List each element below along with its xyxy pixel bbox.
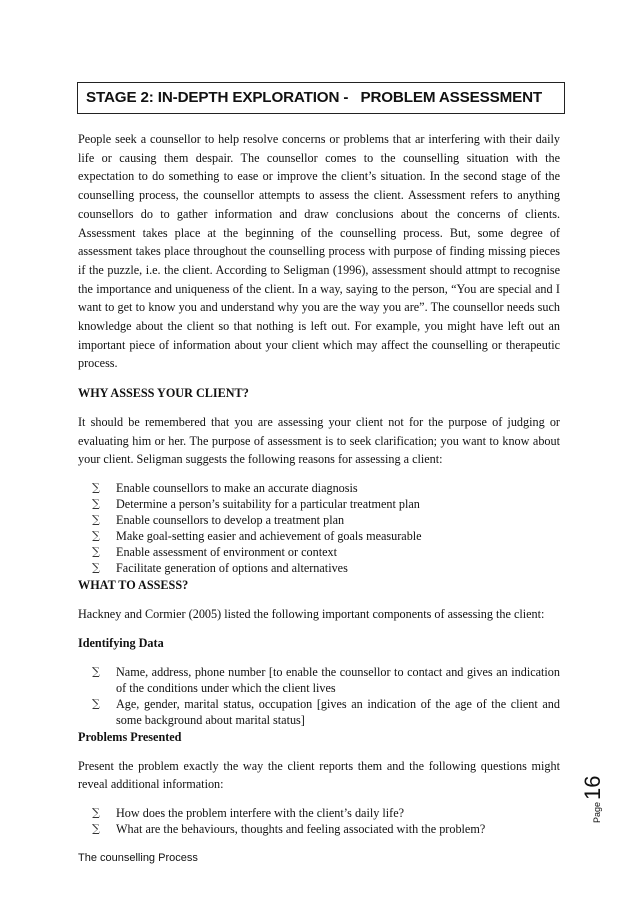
why-assess-heading: WHY ASSESS YOUR CLIENT? bbox=[78, 386, 249, 401]
why-assess-paragraph: It should be remembered that you are assessing your client not for the purpose of judging or evaluating him or her. The purpose of assessment is to seek clarification; you want to know about your client. Seligman suggests the following reasons for assessing a client: bbox=[78, 414, 560, 467]
list-item bbox=[78, 560, 560, 576]
bullet-icon: ∑ bbox=[92, 806, 100, 820]
list-item-text: Enable counsellors to develop a treatment plan bbox=[116, 512, 345, 527]
list-item bbox=[78, 821, 560, 837]
bullet-icon: ∑ bbox=[92, 665, 100, 679]
list-item-text: How does the problem interfere with the client’s daily life? bbox=[116, 806, 405, 821]
what-to-assess-heading: WHAT TO ASSESS? bbox=[78, 577, 189, 592]
document-body bbox=[78, 130, 560, 837]
bullet-icon: ∑ bbox=[92, 697, 100, 711]
page-number-value: 16 bbox=[580, 775, 605, 800]
identifying-data-list bbox=[78, 664, 560, 728]
problems-presented-list bbox=[78, 805, 560, 837]
bullet-icon: ∑ bbox=[92, 512, 100, 526]
bullet-icon: ∑ bbox=[92, 544, 100, 558]
list-item bbox=[78, 805, 560, 821]
bullet-icon: ∑ bbox=[92, 480, 100, 494]
bullet-icon: ∑ bbox=[92, 496, 100, 510]
list-item bbox=[78, 480, 560, 496]
section-title-box bbox=[77, 82, 565, 114]
list-item bbox=[78, 512, 560, 528]
page-footer: The counselling Process bbox=[78, 852, 198, 864]
list-item-text: Enable counsellors to make an accurate diagnosis bbox=[116, 480, 358, 495]
list-item-text: Determine a person’s suitability for a particular treatment plan bbox=[116, 496, 420, 511]
intro-paragraph: People seek a counsellor to help resolve concerns or problems that ar interfering with their daily life or causing them despair. The counsellor comes to the counselling situation with the expectation to do something to ease or improve the client’s situation. In the second stage of the counselling process, the counsellor attempts to assess the client. Assessment refers to anything counsellors do to gather information and draw conclusions about the concerns of clients. Assessment takes place at the beginning of the counselling process. But, some degree of assessment takes place throughout the counselling process with purpose of finding missing pieces if the puzzle, i.e. the client. According to Seligman (1996), assessment should attmpt to recognise the importance and uniqueness of the client. In a way, saying to the person, “You are special and I want to get to know you and understand why you are the way you are”. The counsellor needs such knowledge about the client so that nothing is left out. For example, you might have left out an important piece of information about your client which may affect the counselling or therapeutic process. bbox=[78, 132, 560, 371]
list-item bbox=[78, 544, 560, 560]
list-item-text: What are the behaviours, thoughts and feeling associated with the problem? bbox=[116, 822, 486, 837]
what-to-assess-paragraph: Hackney and Cormier (2005) listed the following important components of assessing the client: bbox=[78, 606, 545, 621]
list-item-text: Facilitate generation of options and alternatives bbox=[116, 560, 348, 575]
bullet-icon: ∑ bbox=[92, 560, 100, 574]
list-item-text: Age, gender, marital status, occupation [gives an indication of the age of the client and some background about marital status] bbox=[116, 697, 560, 728]
problems-presented-paragraph: Present the problem exactly the way the client reports them and the following questions might reveal additional information: bbox=[78, 758, 560, 792]
page-label: Page bbox=[592, 801, 602, 823]
bullet-icon: ∑ bbox=[92, 822, 100, 836]
list-item-text: Make goal-setting easier and achievement of goals measurable bbox=[116, 528, 422, 543]
list-item bbox=[78, 496, 560, 512]
list-item bbox=[78, 696, 560, 728]
bullet-icon: ∑ bbox=[92, 528, 100, 542]
list-item-text: Name, address, phone number [to enable the counsellor to contact and gives an indication of the conditions under which the client lives bbox=[116, 665, 560, 696]
problems-presented-heading: Problems Presented bbox=[78, 730, 182, 745]
list-item bbox=[78, 528, 560, 544]
section-title: STAGE 2: IN-DEPTH EXPLORATION - PROBLEM ASSESSMENT bbox=[86, 89, 543, 106]
identifying-data-heading: Identifying Data bbox=[78, 636, 164, 651]
list-item bbox=[78, 664, 560, 696]
page-number bbox=[580, 775, 630, 823]
why-assess-list bbox=[78, 480, 560, 576]
list-item-text: Enable assessment of environment or context bbox=[116, 544, 338, 559]
